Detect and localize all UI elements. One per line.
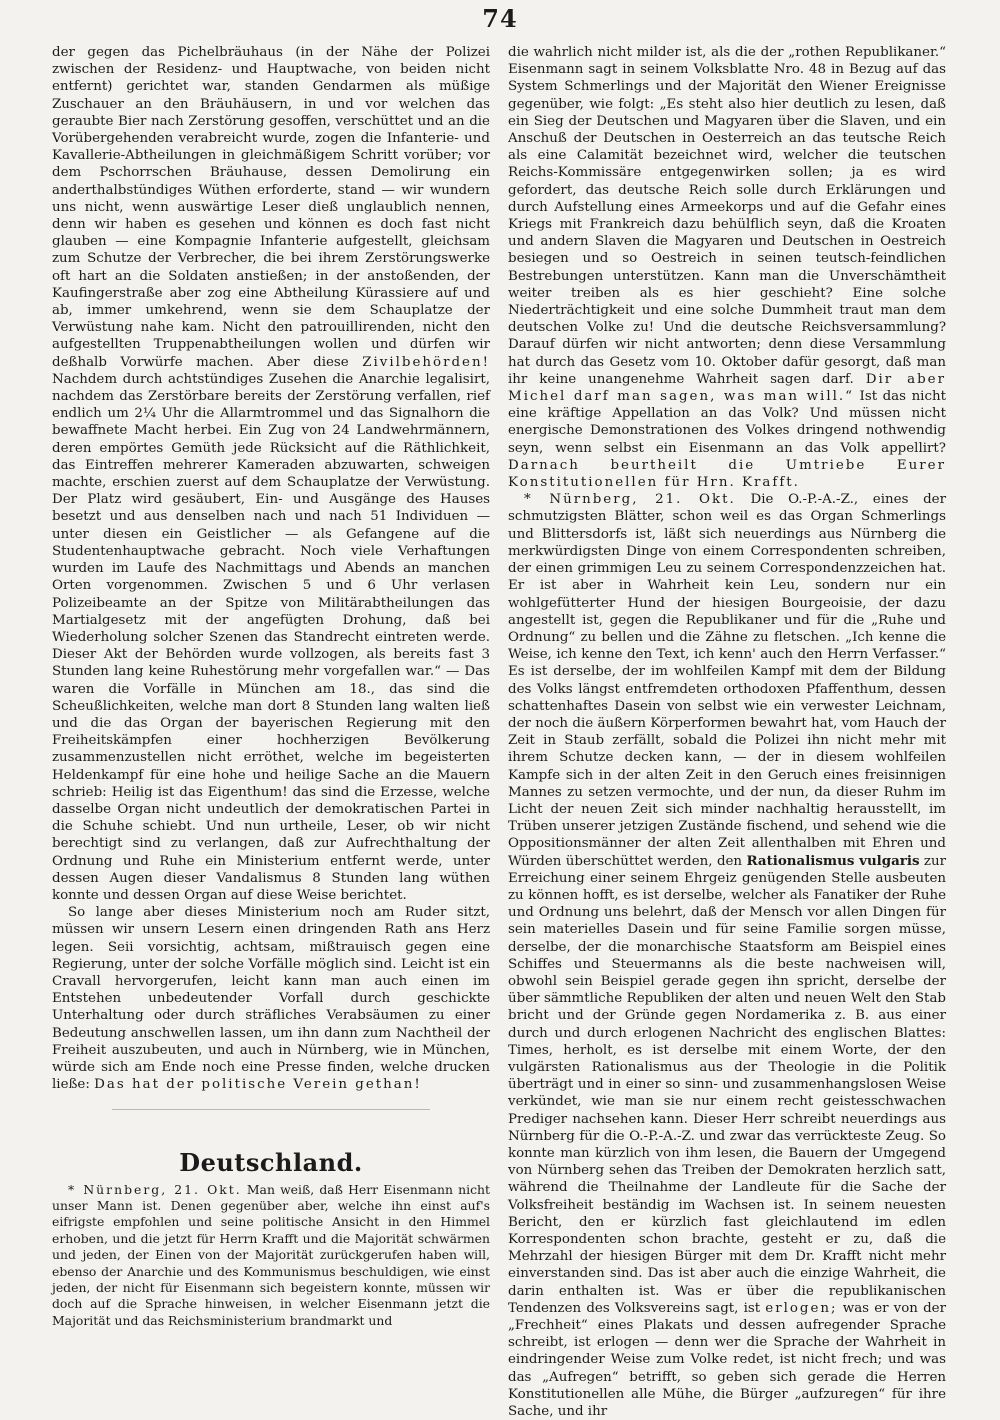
left-paragraph-1-continued: Nachdem durch achtstündiges Zusehen die Anarchie legalisirt, nachdem das Zerstörbare bereits der Zerstörung verfallen, rief endlich um 2¼ Uhr die Allarmtrommel und das Signalhorn die bewaffnete Macht herbei. Ein Zug von 24 Landwehrmännern, deren empörtes Gemüth jede Rücksicht auf die Räthlichkeit, das Eintreffen mehrerer Kameraden abzuwarten, schweigen machte, erschien zuerst auf dem Schauplatze der Verwüstung. Der Platz wird gesäubert, Ein- und Ausgänge des Hauses besetzt und aus denselben nach und nach 51 Individuen — unter diesen ein Geistlicher — als Gefangene auf die Studentenhauptwache gebracht. Noch viele Verhaftungen wurden im Laufe des Nachmittags und Abends an manchen Orten vorgenommen. Zwischen 5 und 6 Uhr verlasen Polizeibeamte an der Spitze von Militärabtheilungen das Martialgesetz mit der angefügten Drohung, daß bei Wiederholung solcher Szenen das Standrecht eintreten werde. Dieser Akt der Behörden wurde vollzogen, als bereits fast 3 Stunden lang keine Ruhestörung mehr vorgefallen war.“ — Das waren die Vorfälle in München am 18., das sind die Scheußlichkeiten, welche man dort 8 Stunden lang walten ließ und die das Organ der bayerischen Regierung mit den Freiheitskämpfen einer hochherzigen Bevölkerung zusammenzustellen nicht erröthet, welche im begeisterten Heldenkampf für eine hohe und heilige Sache an die Mauern schrieb: Heilig ist das Eigenthum! das sind die Erzesse, welche dasselbe Organ nicht undeutlich der demokratischen Partei in die Schuhe schiebt. Und nun urtheile, Leser, ob wir nicht berechtigt sind zu verlangen, daß zur Aufrechthaltung der Ordnung und Ruhe ein Ministerium entfernt werde, unter dessen Augen dieser Vandalismus 8 Stunden lang wüthen konnte und dessen Organ auf diese Weise berichtet. xyxy=(52,371,490,903)
left-paragraph-3-text: Man weiß, daß Herr Eisenmann nicht unser Mann ist. Denen gegenüber aber, welche ihn einst auf's eifrigste empfohlen und seine politische Ansicht in den Himmel erhoben, und die jetzt für Herrn Krafft und die Majorität schwärmen und jeden, der Einen von der Majorität zurückgerufen haben will, ebenso der Anarchie und des Kommunismus beschuldigen, wie einst jeden, der nicht für Eisenmann sich begeistern konnte, müssen wir doch auf die Sprache hinweisen, in welcher Eisenmann jetzt die Majorität und das Reichsministerium brandmarkt und xyxy=(52,1181,490,1328)
right-paragraph-2-dateline: * Nürnberg, 21. Okt. xyxy=(524,492,736,508)
left-paragraph-2-text: So lange aber dieses Ministerium noch am Ruder sitzt, müssen wir unsern Lesern einen dringenden Rath ans Herz legen. Seii vorsichtig, achtsam, mißtrauisch gegen eine Regierung, unter der solche Vorfälle möglich sind. Leicht ist ein Cravall hervorgerufen, leicht kann man auch einen im Entstehen unbedeutender Vorfall durch geschickte Unterhaltung oder durch sträfliches Verabsäumen zu einer Bedeutung anschwellen lassen, um ihn dann zum Nachtheil der Freiheit auszubeuten, und auch in Nürnberg, wie in München, würde sich am Ende noch eine Presse finden, welche drucken ließe: xyxy=(52,905,490,1093)
right-paragraph-2-bold: Rationalismus vulgaris xyxy=(746,852,920,869)
left-paragraph-2-spaced: Das hat der politische Verein gethan! xyxy=(94,1077,422,1093)
left-column xyxy=(52,44,490,1329)
section-heading: Deutschland. xyxy=(179,1148,363,1178)
right-paragraph-2-continued-2: was er von der „Frechheit“ eines Plakats und dessen aufregender Sprache schreibt, ist erlogen — denn wer die Sprache der Wahrheit in eindringender Weise zum Volke redet, ist nicht frech; und was das „Aufregen“ betrifft, so geben sich gerade die Herren Konstitutionellen alle Mühe, die Bürger „aufzuregen“ für ihre Sache, und ihr xyxy=(508,1300,946,1420)
left-paragraph-1-text: der gegen das Pichelbräuhaus (in der Nähe der Polizei zwischen der Residenz- und Hauptwache, von beiden nicht entfernt) gerichtet war, standen Gendarmen als müßige Zuschauer an den Bräuhäusern, in und vor welchen das geraubte Bier nach Zerstörung gesoffen, verschüttet und an die Vorübergehenden verabreicht wurde, zogen die Infanterie- und Kavallerie-Abtheilungen in gleichmäßigem Schritt vorüber; vor dem Pschorrschen Bräuhause, dessen Demolirung ein anderthalbstündiges Wüthen erforderte, stand — wir wundern uns nicht, wenn auswärtige Leser dieß unglaublich nennen, denn wir haben es gesehen und können es doch fast nicht glauben — eine Kompagnie Infanterie aufgestellt, gleichsam zum Schutze der Verbrecher, die bei ihrem Zerstörungswerke oft hart an die Soldaten anstießen; in der anstoßenden, der Kaufingerstraße aber zog eine Abtheilung Kürassiere auf und ab, immer umkehrend, wenn sie dem Schauplatze der Verwüstung nahe kam. Nicht den patrouillirenden, nicht den aufgestellten Truppenabtheilungen wollen und dürfen wir deßhalb Vorwürfe machen. Aber diese xyxy=(52,45,490,370)
right-paragraph-1-spaced-2: Darnach beurtheilt die Umtriebe Eurer Konstitutionellen für Hrn. Krafft. xyxy=(508,457,946,491)
left-paragraph-1-spaced: Zivilbehörden! xyxy=(362,354,490,370)
left-paragraph-3-dateline: * Nürnberg, 21. Okt. xyxy=(68,1181,242,1197)
right-paragraph-2-continued: zur Erreichung einer seinem Ehrgeiz genügenden Stelle ausbeuten zu können hofft, es ist derselbe, welcher als Fanatiker der Ruhe und Ordnung uns belehrt, daß der Mensch vor allen Dingen für sein materielles Dasein und für seine Familie sorgen müsse, derselbe, der die monarchische Staatsform am Beispiel eines Schiffes und Steuermanns als die beste nachweisen will, obwohl sein Beispiel gerade gegen ihn spricht, derselbe der über sämmtliche Republiken der alten und neuen Welt den Stab bricht und der Gründe gegen Nordamerika z. B. aus einer durch und durch erlogenen Nachricht des englischen Blattes: Times, herholt, es ist derselbe mit einem Worte, der den vulgärsten Rationalismus aus der Theologie in die Politik überträgt und in einer so sinn- und zusammenhangslosen Weise verkündet, wie man sie nur einem recht geistesschwachen Prediger nachsehen kann. Dieser Herr schreibt neuerdings aus Nürnberg für die O.-P.-A.-Z. und zwar das verrückteste Zeug. So konnte man kürzlich von ihm lesen, die Bauern der Umgegend von Nürnberg sehen das Treiben der Demokraten herzlich satt, während die Theilnahme der Landleute für die Sache der Volksfreiheit beständig im Wachsen ist. In seinem neuesten Bericht, den er kürzlich fast gleichlautend im edlen Korrespondenten schon brachte, gesteht er zu, daß die Mehrzahl der hiesigen Bürger mit dem Dr. Krafft nicht mehr einverstanden sind. Das ist aber auch die einzige Wahrheit, die darin enthalten ist. Was er über die republikanischen Tendenzen des Volksvereins sagt, ist xyxy=(508,853,946,1316)
right-column xyxy=(508,44,946,1420)
section-divider xyxy=(112,1109,430,1110)
right-paragraph-2 xyxy=(508,491,946,1420)
right-paragraph-2-text: Die O.-P.-A.-Z., eines der schmutzigsten Blätter, schon weil es das Organ Schmerlings und Blittersdorfs ist, läßt sich neuerdings aus Nürnberg die merkwürdigsten Dinge von einem Correspondenten schreiben, der einen grimmigen Leu zu seinem Correspondenzzeichen hat. Er ist aber in Wahrheit kein Leu, sondern nur ein wohlgefütterter Hund der hiesigen Bourgeoisie, der dazu angestellt ist, gegen die Republikaner und für die „Ruhe und Ordnung“ zu bellen und die Zähne zu fletschen. „Ich kenne die Weise, ich kenne den Text, ich kenn' auch den Herrn Verfasser.“ Es ist derselbe, der im wohlfeilen Kampf mit dem der Bildung des Volks längst entfremdeten orthodoxen Pfaffenthum, dessen schattenhaftes Dasein von selbst wie ein verwester Leichnam, der noch die äußern Körperformen bewahrt hat, vom Hauch der Zeit in Staub zerfällt, sobald die Polizei ihn nicht mehr mit ihrem Schutze decken kann, — der in diesem wohlfeilen Kampfe sich in der alten Zeit in den Geruch eines freisinnigen Mannes zu setzen vermochte, und der nun, da dieser Ruhm im Licht der neuen Zeit sich minder nachhaltig herausstellt, im Trüben unserer jetzigen Zustände fischend, und sehend wie die Oppositionsmänner der alten Zeit allenthalben mit Ehren und Würden überschüttet werden, den xyxy=(508,492,946,869)
left-paragraph-2 xyxy=(52,904,490,1093)
left-paragraph-3 xyxy=(52,1182,490,1330)
right-paragraph-2-spaced: erlogen; xyxy=(765,1300,838,1316)
right-paragraph-1-continued: Ist das nicht eine kräftige Appellation an das Volk? Und müssen nicht energische Demonstrationen des Volkes dringend nothwendig seyn, wenn selbst ein Eisenmann an das Volk appellirt? xyxy=(508,389,946,456)
left-paragraph-1 xyxy=(52,44,490,904)
right-paragraph-1-spaced: Dir aber Michel darf man sagen, was man will.“ xyxy=(508,371,946,405)
right-paragraph-1 xyxy=(508,44,946,491)
right-paragraph-1-text: die wahrlich nicht milder ist, als die der „rothen Republikaner.“ Eisenmann sagt in seinem Volksblatte Nro. 48 in Bezug auf das System Schmerlings und der Majorität den Wiener Ereignisse gegenüber, wie folgt: „Es steht also hier deutlich zu lesen, daß ein Sieg der Deutschen und Magyaren über die Slaven, und ein Anschuß der Deutschen in Oesterreich an das teutsche Reich als eine Calamität bezeichnet wird, welcher die teutschen Reichs-Kommissäre entgegenwirken sollen; ja es wird gefordert, das deutsche Reich solle durch Erklärungen und durch Aufstellung eines Armeekorps und auf die Gefahr eines Kriegs mit Frankreich dazu behülflich seyn, daß die Kroaten und andern Slaven die Magyaren und Deutschen in Oestreich besiegen und so Oestreich in seinen teutsch-feindlichen Bestrebungen unterstützen. Kann man die Unverschämtheit weiter treiben als es hier geschieht? Eine solche Niederträchtigkeit und eine solche Dummheit traut man dem deutschen Volke zu! Und die deutsche Reichsversammlung? Darauf dürfen wir nicht antworten; denn diese Versammlung hat durch das Gesetz vom 10. Oktober dafür gesorgt, daß man ihr keine unangenehme Wahrheit sagen darf. xyxy=(508,45,946,387)
page-number: 74 xyxy=(482,4,518,33)
